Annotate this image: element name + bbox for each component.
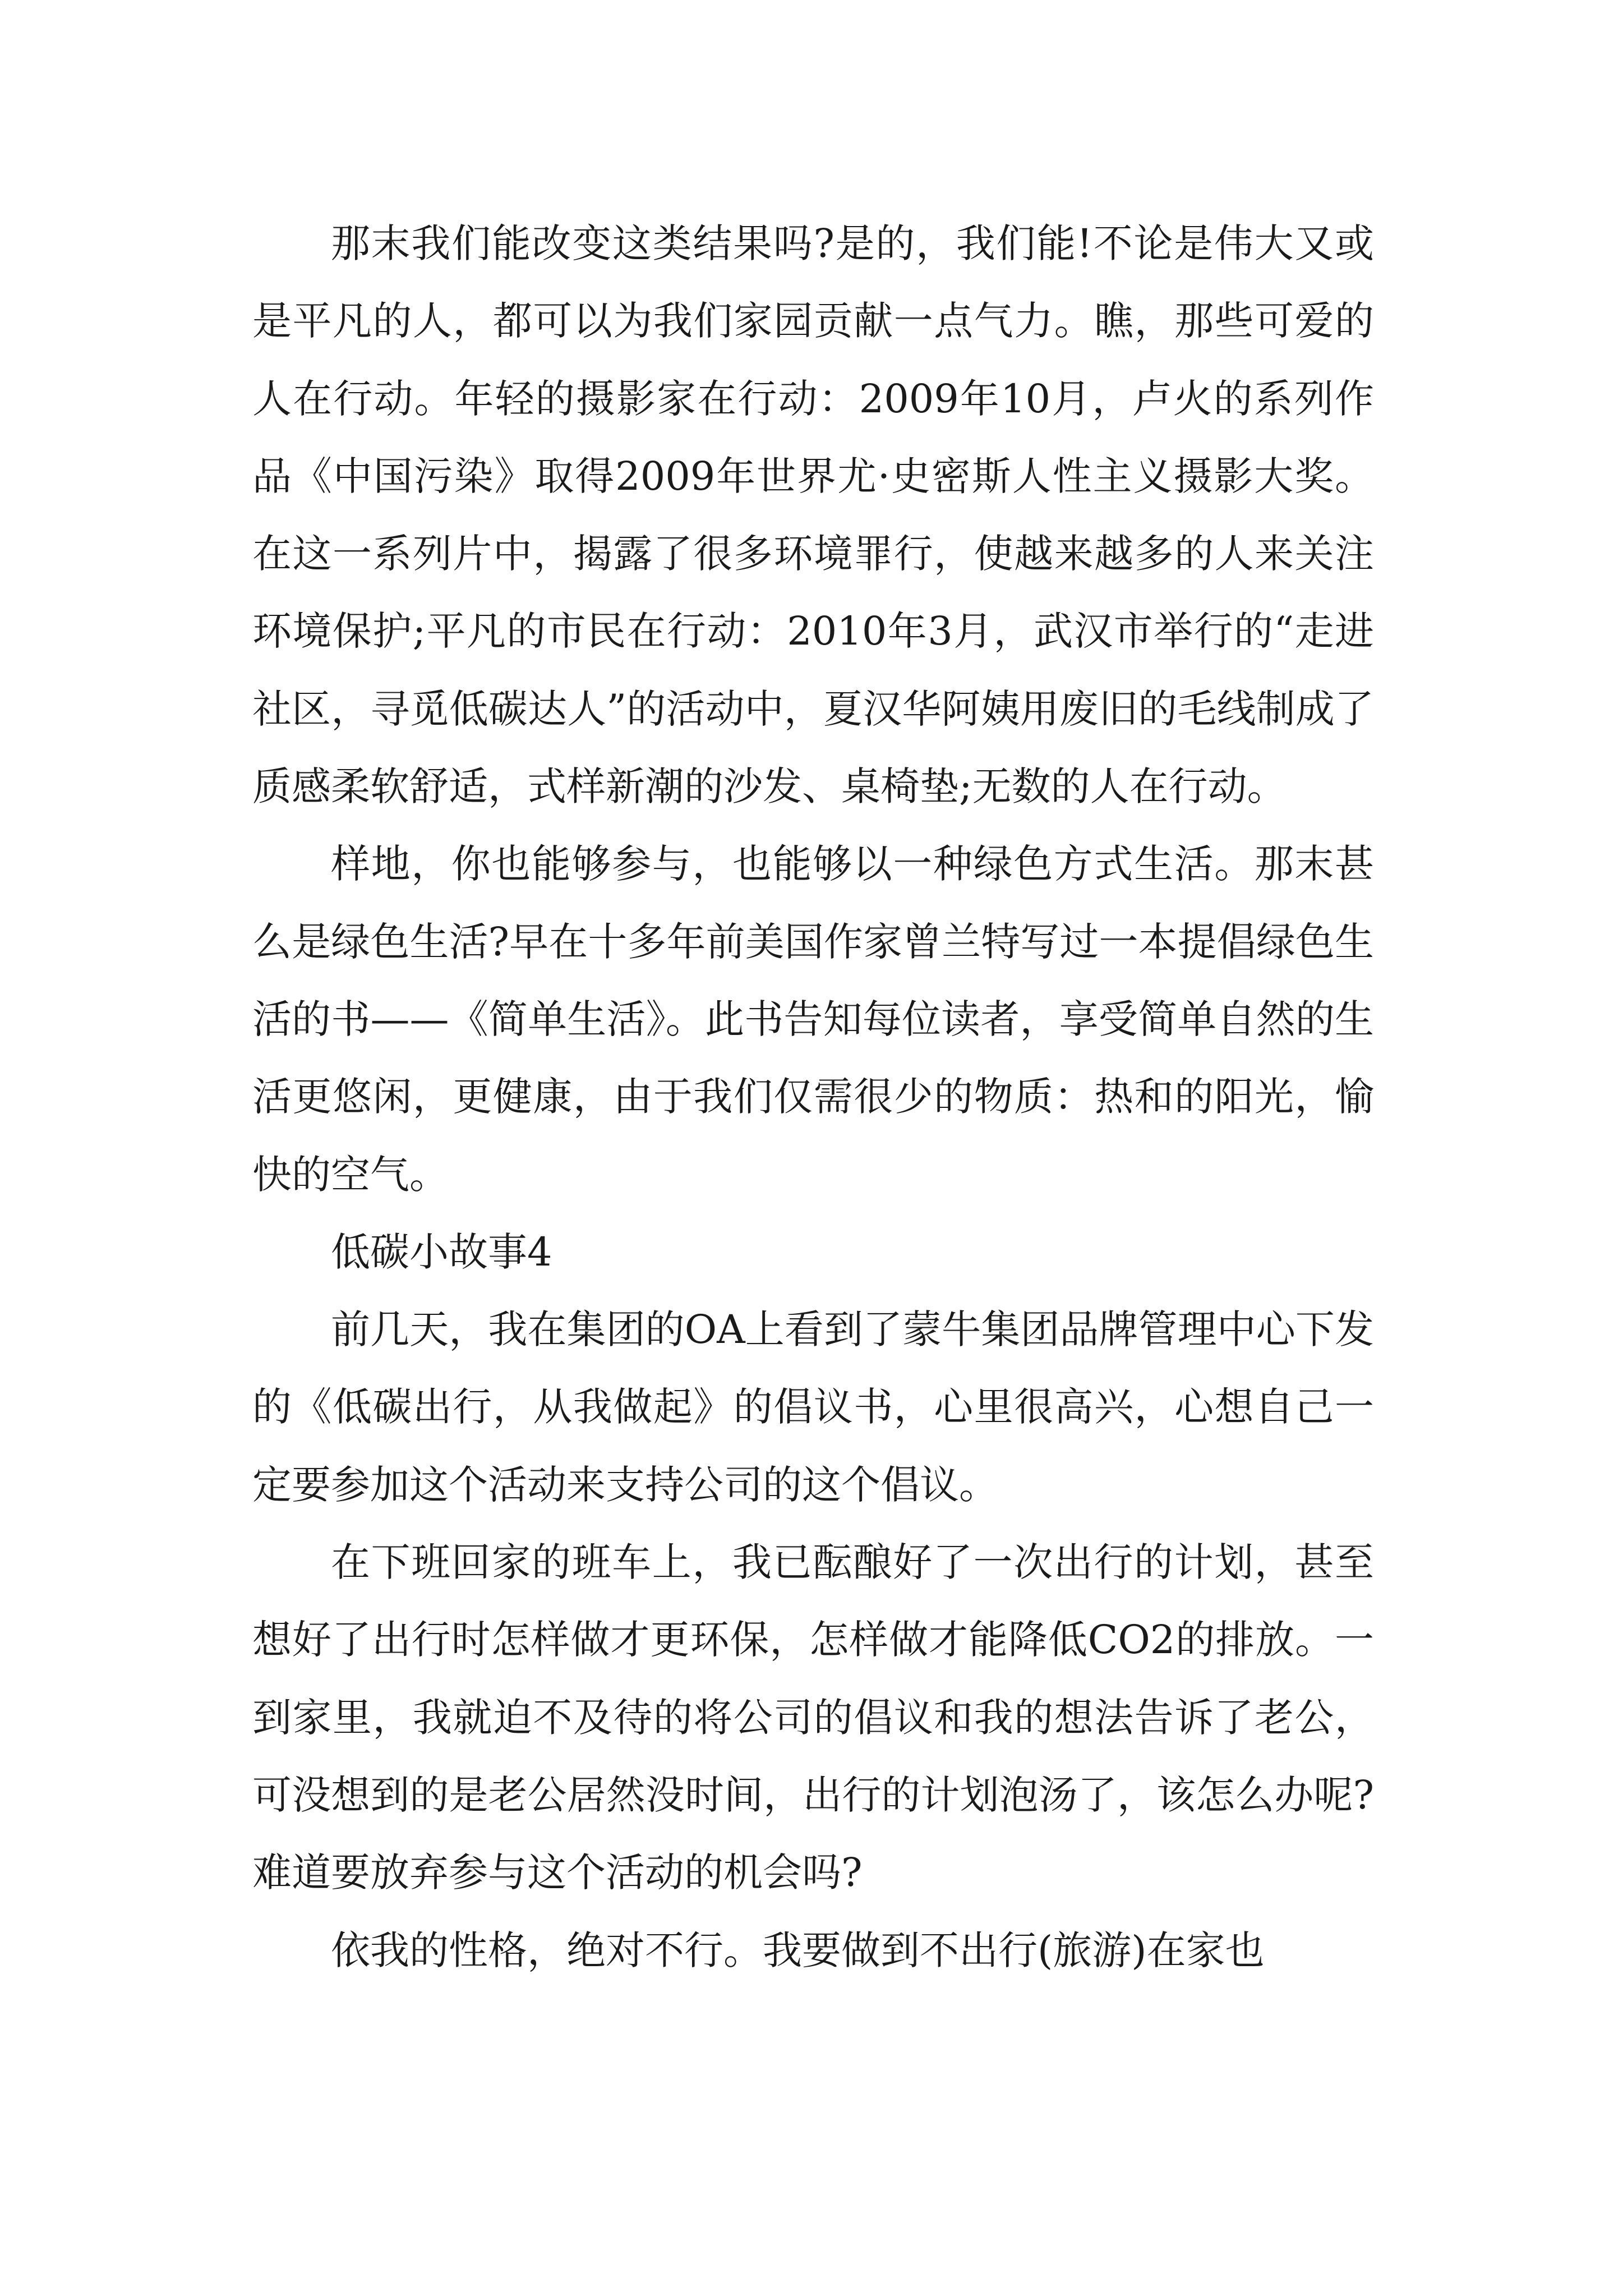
document-body xyxy=(252,205,1374,1989)
paragraph-green-life: 样地，你也能够参与，也能够以一种绿色方式生活。那末甚么是绿色生活?早在十多年前美国作家曾兰特写过一本提倡绿色生活的书——《简单生活》。此书告知每位读者，享受简单自然的生活更悠闲，更健康，由于我们仅需很少的物质：热和的阳光，愉快的空气。 xyxy=(252,841,1374,1198)
section-heading: 低碳小故事4 xyxy=(331,1228,552,1275)
paragraph-proposal: 前几天，我在集团的OA上看到了蒙牛集团品牌管理中心下发的《低碳出行，从我做起》的倡议书，心里很高兴，心想自己一定要参加这个活动来支持公司的这个倡议。 xyxy=(252,1306,1374,1508)
paragraph-determination: 依我的性格，绝对不行。我要做到不出行(旅游)在家也 xyxy=(331,1927,1265,1973)
paragraph-plan: 在下班回家的班车上，我已酝酿好了一次出行的计划，甚至想好了出行时怎样做才更环保，怎样做才能降低CO2的排放。一到家里，我就迫不及待的将公司的倡议和我的想法告诉了老公，可没想到的是老公居然没时间，出行的计划泡汤了，该怎么办呢?难道要放弃参与这个活动的机会吗? xyxy=(252,1539,1374,1896)
paragraph-actions: 那末我们能改变这类结果吗?是的，我们能!不论是伟大又或是平凡的人，都可以为我们家园贡献一点气力。瞧，那些可爱的人在行动。年轻的摄影家在行动：2009年10月，卢火的系列作品《中国污染》取得2009年世界尤·史密斯人性主义摄影大奖。在这一系列片中，揭露了很多环境罪行，使越来越多的人来关注环境保护;平凡的市民在行动：2010年3月，武汉市举行的“走进社区，寻觅低碳达人”的活动中，夏汉华阿姨用废旧的毛线制成了质感柔软舒适，式样新潮的沙发、桌椅垫;无数的人在行动。 xyxy=(252,220,1374,810)
